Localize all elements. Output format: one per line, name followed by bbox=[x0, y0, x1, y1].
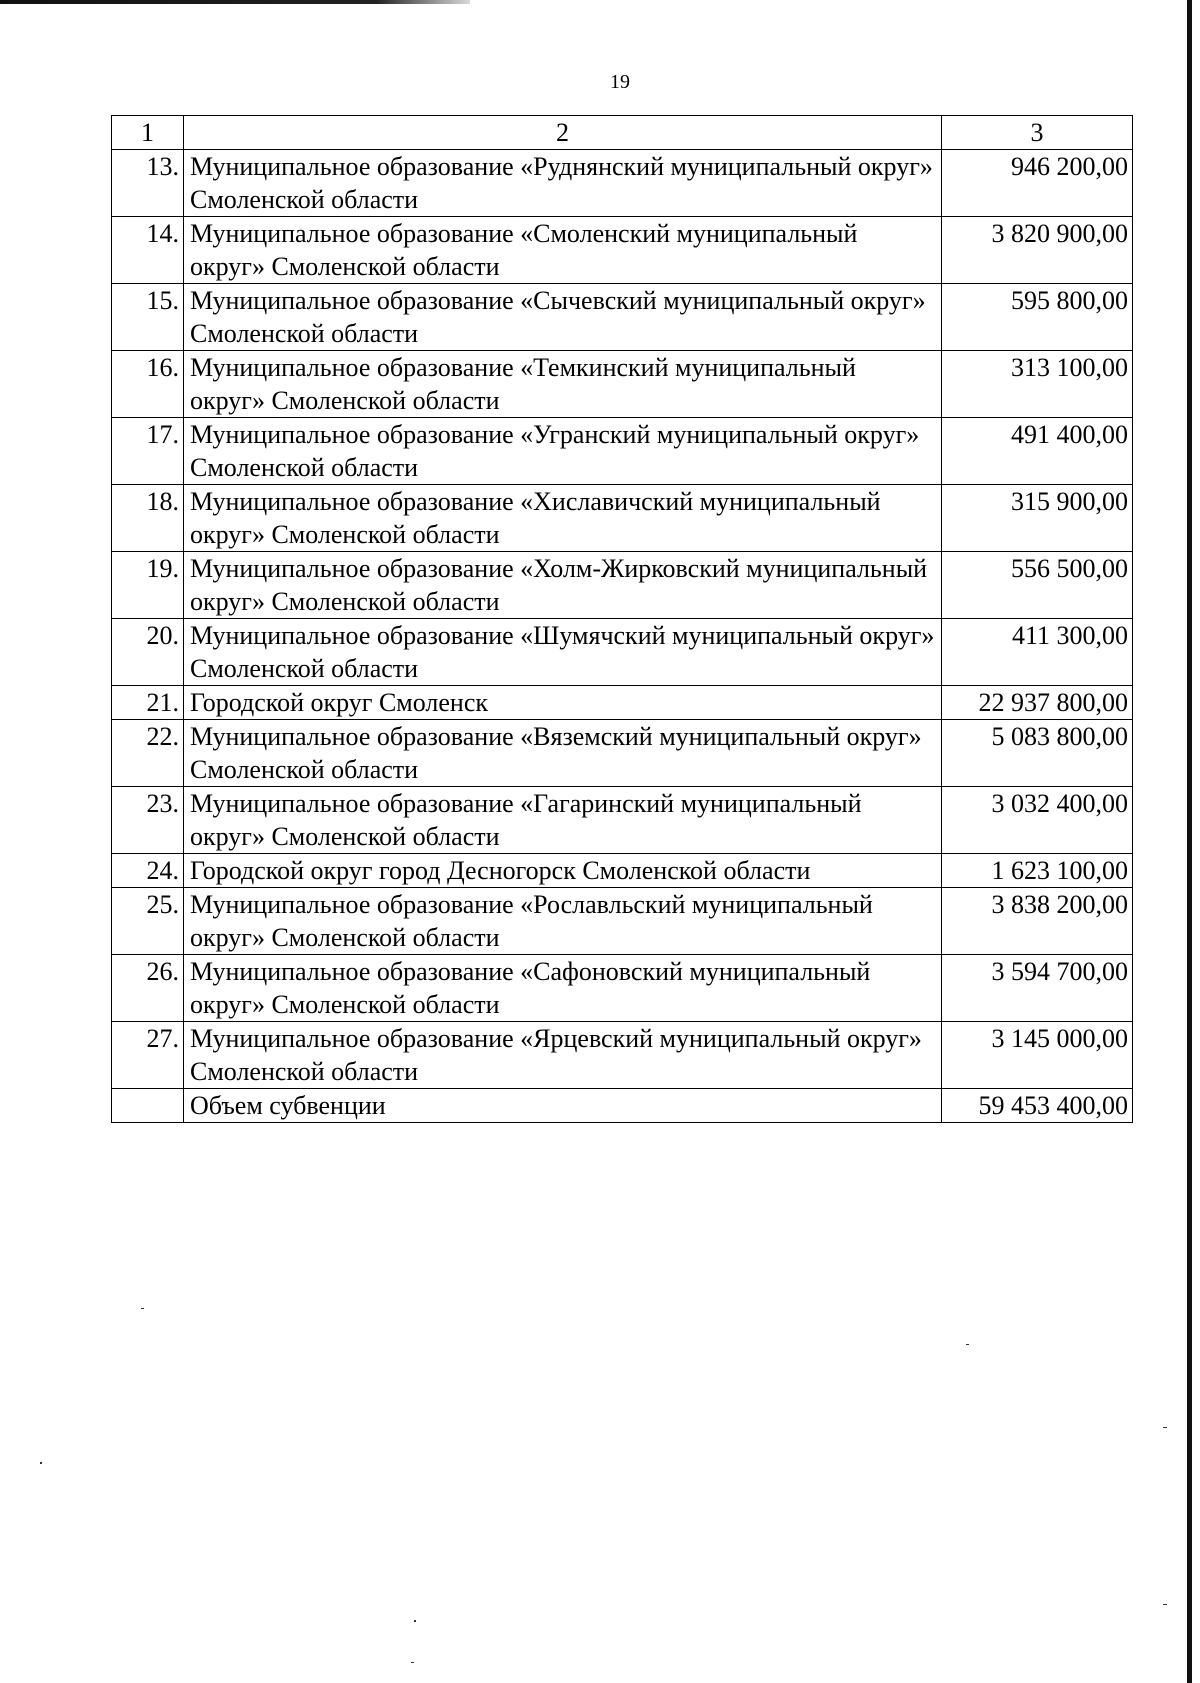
row-number: 25. bbox=[112, 888, 184, 955]
row-number: 24. bbox=[112, 854, 184, 888]
row-number: 19. bbox=[112, 552, 184, 619]
municipality-name: Муниципальное образование «Шумячский муниципальный округ» Смоленской области bbox=[184, 619, 942, 686]
subvention-amount: 313 100,00 bbox=[942, 351, 1133, 418]
scan-artifact-top-line bbox=[0, 0, 470, 4]
table-row bbox=[112, 686, 1133, 720]
scan-speck bbox=[1163, 1604, 1167, 1605]
subvention-amount: 22 937 800,00 bbox=[942, 686, 1133, 720]
row-number: 16. bbox=[112, 351, 184, 418]
municipality-name: Муниципальное образование «Темкинский муниципальный округ» Смоленской области bbox=[184, 351, 942, 418]
row-number: 13. bbox=[112, 150, 184, 217]
row-number: 26. bbox=[112, 955, 184, 1022]
total-label: Объем субвенции bbox=[184, 1089, 942, 1123]
subvention-amount: 315 900,00 bbox=[942, 485, 1133, 552]
subvention-amount: 946 200,00 bbox=[942, 150, 1133, 217]
municipality-name: Муниципальное образование «Гагаринский муниципальный округ» Смоленской области bbox=[184, 787, 942, 854]
table-row bbox=[112, 284, 1133, 351]
municipality-name: Муниципальное образование «Ярцевский муниципальный округ» Смоленской области bbox=[184, 1022, 942, 1089]
municipality-name: Муниципальное образование «Сафоновский муниципальный округ» Смоленской области bbox=[184, 955, 942, 1022]
table-body bbox=[112, 116, 1133, 1123]
page-number: 19 bbox=[610, 71, 630, 93]
table-row bbox=[112, 955, 1133, 1022]
table-row bbox=[112, 150, 1133, 217]
municipality-name: Муниципальное образование «Хиславичский муниципальный округ» Смоленской области bbox=[184, 485, 942, 552]
subvention-amount: 3 820 900,00 bbox=[942, 217, 1133, 284]
table-row bbox=[112, 1022, 1133, 1089]
municipality-name: Городской округ Смоленск bbox=[184, 686, 942, 720]
total-amount: 59 453 400,00 bbox=[942, 1089, 1133, 1123]
row-number: 20. bbox=[112, 619, 184, 686]
scan-artifact-right-edge bbox=[1187, 0, 1192, 1683]
row-number: 15. bbox=[112, 284, 184, 351]
municipality-name: Муниципальное образование «Холм-Жирковский муниципальный округ» Смоленской области bbox=[184, 552, 942, 619]
municipality-name: Городской округ город Десногорск Смоленской области bbox=[184, 854, 942, 888]
row-number: 17. bbox=[112, 418, 184, 485]
scan-speck bbox=[141, 1308, 144, 1309]
row-number: 21. bbox=[112, 686, 184, 720]
total-row-number-empty bbox=[112, 1089, 184, 1123]
subvention-amount: 1 623 100,00 bbox=[942, 854, 1133, 888]
row-number: 14. bbox=[112, 217, 184, 284]
subvention-amount: 3 838 200,00 bbox=[942, 888, 1133, 955]
municipality-name: Муниципальное образование «Рославльский муниципальный округ» Смоленской области bbox=[184, 888, 942, 955]
subvention-amount: 556 500,00 bbox=[942, 552, 1133, 619]
table-row bbox=[112, 552, 1133, 619]
municipality-name: Муниципальное образование «Вяземский муниципальный округ» Смоленской области bbox=[184, 720, 942, 787]
table-row bbox=[112, 720, 1133, 787]
subvention-amount: 411 300,00 bbox=[942, 619, 1133, 686]
table-row bbox=[112, 854, 1133, 888]
subvention-amount: 491 400,00 bbox=[942, 418, 1133, 485]
table-row bbox=[112, 619, 1133, 686]
table-row bbox=[112, 485, 1133, 552]
column-header-2: 2 bbox=[184, 116, 942, 150]
table-row bbox=[112, 888, 1133, 955]
table-header-row bbox=[112, 116, 1133, 150]
subvention-amount: 3 032 400,00 bbox=[942, 787, 1133, 854]
row-number: 22. bbox=[112, 720, 184, 787]
table-row bbox=[112, 787, 1133, 854]
municipality-name: Муниципальное образование «Угранский муниципальный округ» Смоленской области bbox=[184, 418, 942, 485]
scan-speck bbox=[411, 1662, 414, 1663]
table-row bbox=[112, 418, 1133, 485]
subvention-amount: 595 800,00 bbox=[942, 284, 1133, 351]
scan-speck bbox=[40, 1462, 42, 1464]
row-number: 23. bbox=[112, 787, 184, 854]
subvention-table bbox=[111, 115, 1133, 1123]
scan-speck bbox=[1163, 1427, 1167, 1428]
scan-speck bbox=[414, 1620, 416, 1622]
table-row bbox=[112, 217, 1133, 284]
row-number: 18. bbox=[112, 485, 184, 552]
municipality-name: Муниципальное образование «Смоленский муниципальный округ» Смоленской области bbox=[184, 217, 942, 284]
total-row bbox=[112, 1089, 1133, 1123]
scan-speck bbox=[966, 1344, 969, 1345]
column-header-1: 1 bbox=[112, 116, 184, 150]
subvention-amount: 3 594 700,00 bbox=[942, 955, 1133, 1022]
subvention-amount: 3 145 000,00 bbox=[942, 1022, 1133, 1089]
table-row bbox=[112, 351, 1133, 418]
subvention-amount: 5 083 800,00 bbox=[942, 720, 1133, 787]
municipality-name: Муниципальное образование «Руднянский муниципальный округ» Смоленской области bbox=[184, 150, 942, 217]
municipality-name: Муниципальное образование «Сычевский муниципальный округ» Смоленской области bbox=[184, 284, 942, 351]
row-number: 27. bbox=[112, 1022, 184, 1089]
column-header-3: 3 bbox=[942, 116, 1133, 150]
